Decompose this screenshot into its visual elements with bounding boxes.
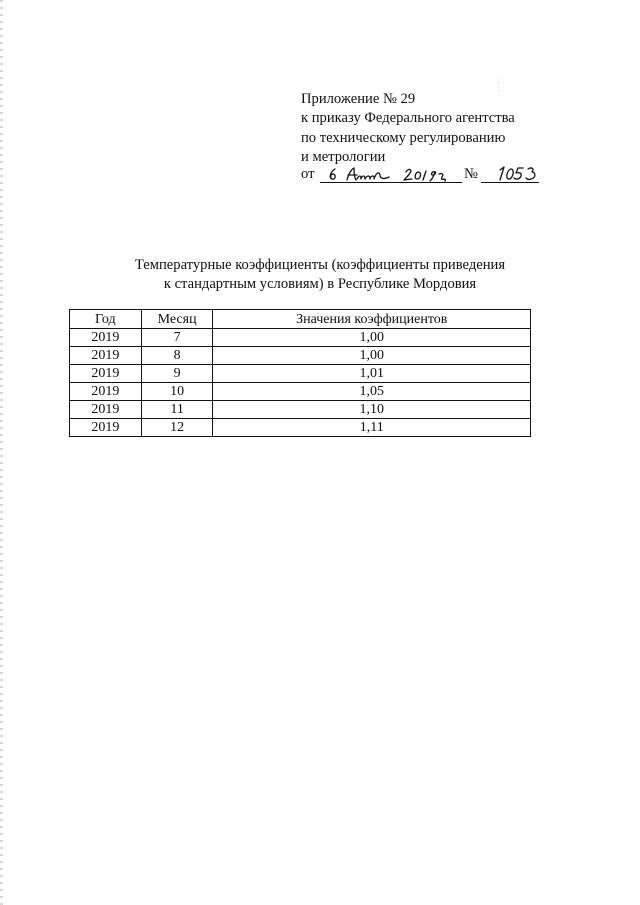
coefficients-table: [69, 309, 531, 437]
table-row: [70, 419, 531, 437]
cell-year: 2019: [70, 347, 142, 365]
handwritten-number: [500, 167, 535, 180]
appendix-line-order: к приказу Федерального агентства: [301, 110, 515, 127]
appendix-line-agency: по техническому регулированию: [301, 129, 506, 146]
cell-value: 1,01: [213, 365, 531, 383]
title-line-1: Температурные коэффициенты (коэффициенты приведения: [134, 257, 506, 273]
title-line-2: к стандартным условиям) в Республике Мордовия: [163, 275, 477, 292]
cell-month: 10: [141, 383, 213, 401]
table-row: [70, 383, 531, 401]
cell-month: 8: [141, 347, 213, 365]
cell-value: 1,00: [213, 329, 531, 347]
document-title: [100, 256, 540, 293]
scan-edge-artifact: [0, 0, 3, 905]
cell-value: 1,10: [213, 401, 531, 419]
cell-value: 1,00: [213, 347, 531, 365]
appendix-line-metrology: и метрологии: [301, 149, 386, 166]
header-year: Год: [70, 310, 142, 329]
order-date-line: [301, 163, 561, 185]
handwritten-entries: [301, 163, 561, 187]
cell-year: 2019: [70, 419, 142, 437]
cell-year: 2019: [70, 383, 142, 401]
cell-year: 2019: [70, 401, 142, 419]
table-row: [70, 329, 531, 347]
cell-month: 7: [141, 329, 213, 347]
cell-value: 1,11: [213, 419, 531, 437]
header-coefficient-values: Значения коэффициентов: [213, 310, 531, 329]
order-date-prefix: от: [301, 166, 315, 182]
table-row: [70, 347, 531, 365]
table-row: [70, 401, 531, 419]
appendix-header: [301, 90, 601, 168]
cell-year: 2019: [70, 329, 142, 347]
handwritten-date: [330, 168, 445, 181]
cell-month: 12: [141, 419, 213, 437]
cell-month: 9: [141, 365, 213, 383]
cell-year: 2019: [70, 365, 142, 383]
order-number-sign: №: [464, 166, 478, 182]
table-row: [70, 365, 531, 383]
header-month: Месяц: [141, 310, 213, 329]
cell-month: 11: [141, 401, 213, 419]
appendix-number: Приложение № 29: [301, 91, 416, 107]
table-header-row: [70, 310, 531, 329]
cell-value: 1,05: [213, 383, 531, 401]
